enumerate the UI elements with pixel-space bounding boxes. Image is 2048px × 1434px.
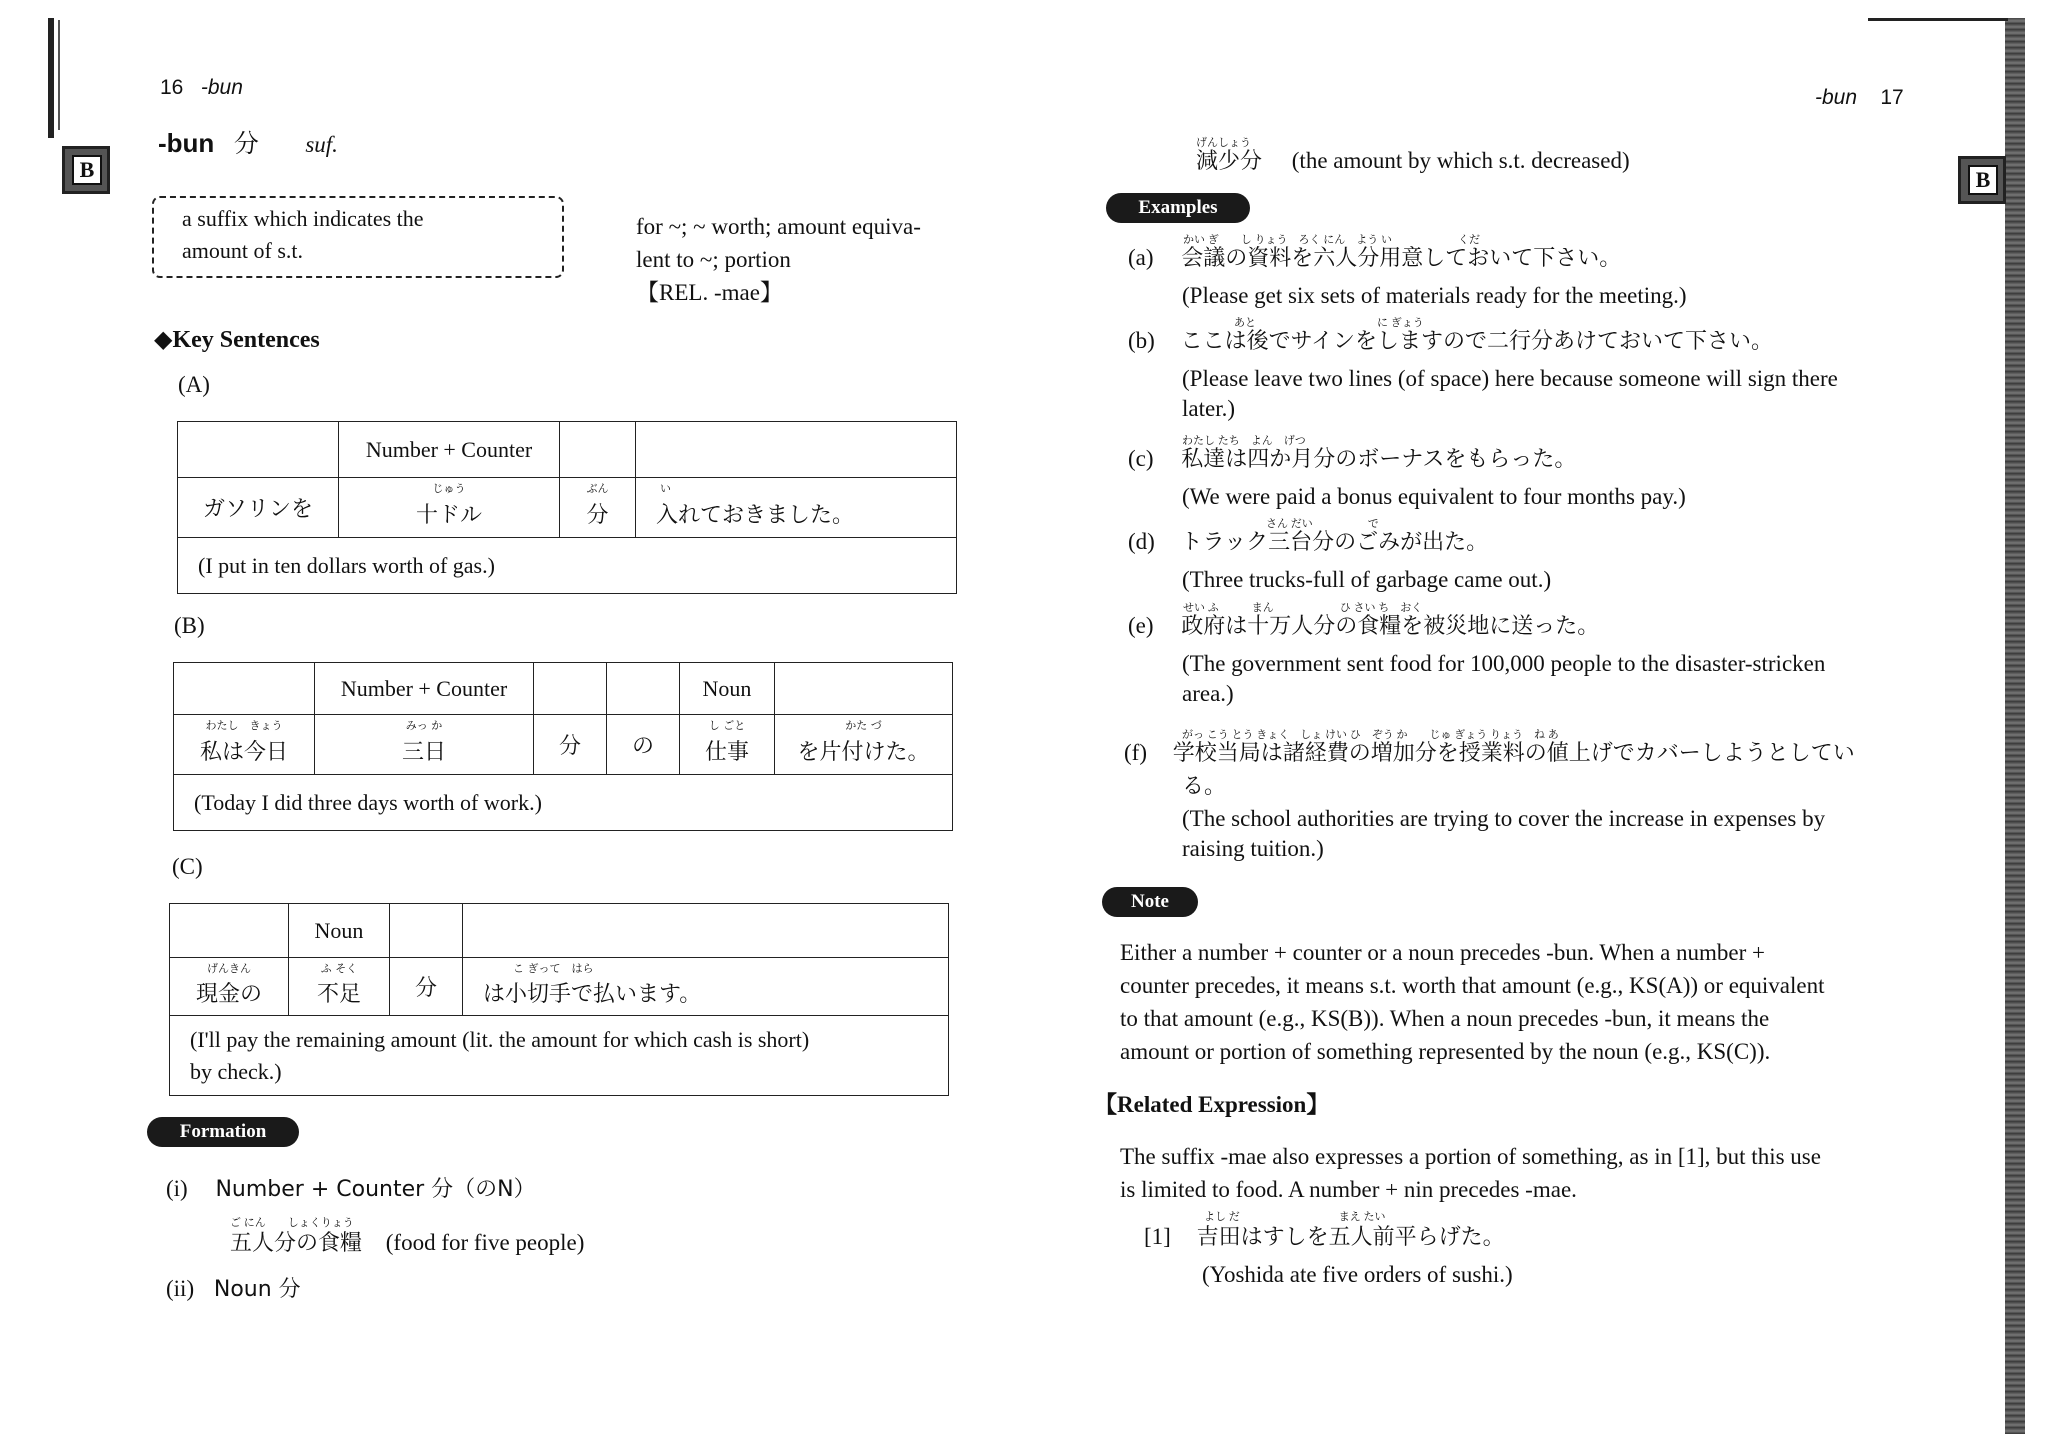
definition-box xyxy=(152,196,564,278)
ks-c-subject: 現金の xyxy=(195,982,262,1007)
ks-c-h0 xyxy=(170,904,289,958)
ks-b-c5 xyxy=(775,715,953,775)
right-running-header xyxy=(1815,86,1904,110)
formation-title: Formation xyxy=(147,1117,299,1147)
left-section-tab xyxy=(62,146,110,194)
note-line4: amount or portion of something represented by the noun (e.g., KS(C)). xyxy=(1120,1039,1771,1064)
related-example xyxy=(1144,1220,1505,1254)
top-example xyxy=(1196,144,1630,178)
entry-heading xyxy=(158,124,338,160)
ks-a-c3 xyxy=(636,478,957,538)
ks-c-table xyxy=(169,903,949,1096)
ks-c-furigana-subject: げんきん xyxy=(207,962,251,975)
left-page-edge-line xyxy=(58,20,60,130)
gloss-line2: lent to ~; portion xyxy=(636,247,791,272)
top-example-jp: 減少分 xyxy=(1196,149,1263,174)
formation-example-jp: 五人分の食糧 xyxy=(230,1231,363,1256)
ks-c-c3 xyxy=(463,958,949,1016)
related-line1: The suffix -mae also expresses a portion of something, as in [1], but this use xyxy=(1120,1144,1821,1169)
ks-a-verb: 入れておきました。 xyxy=(656,503,855,528)
ks-a-h3 xyxy=(636,422,957,478)
ks-b-furigana-noun: し ごと xyxy=(708,719,746,732)
formation-ii-text: Noun 分 xyxy=(213,1277,301,1302)
ks-c-h1: Noun xyxy=(289,904,390,958)
formation-example-furigana: ご にん しょくりょう xyxy=(230,1217,354,1229)
ks-b-h1: Number + Counter xyxy=(315,663,534,715)
example-d-label: (d) xyxy=(1128,529,1155,554)
ks-c-furigana-noun: ふ そく xyxy=(320,962,358,975)
formation-i xyxy=(166,1172,536,1206)
ks-b-furigana-number: みっ か xyxy=(405,719,443,732)
left-running-header xyxy=(160,76,243,100)
right-page-top-line xyxy=(1868,18,2008,21)
example-c-label: (c) xyxy=(1128,446,1154,471)
example-c-en: (We were paid a bonus equivalent to four months pay.) xyxy=(1182,484,1686,509)
example-b-furigana: あと に ぎょう xyxy=(1234,317,1424,329)
formation-ii xyxy=(166,1272,301,1306)
left-tab-letter: B xyxy=(72,155,102,185)
ks-a-h1: Number + Counter xyxy=(339,422,560,478)
right-section-tab xyxy=(1958,156,2006,204)
ks-c-c2: 分 xyxy=(390,958,463,1016)
ks-c-label: (C) xyxy=(172,854,203,879)
gloss-line1: for ~; ~ worth; amount equiva- xyxy=(636,214,921,239)
example-c-jp: 私達は四か月分のボーナスをもらった。 xyxy=(1181,447,1577,472)
ks-c-translation xyxy=(170,1016,949,1096)
ks-c-h2 xyxy=(390,904,463,958)
ks-b-c4 xyxy=(680,715,775,775)
ks-c-h3 xyxy=(463,904,949,958)
example-f-jp2: る。 xyxy=(1182,774,1227,799)
ks-b-number: 三日 xyxy=(401,740,446,765)
ks-b-h5 xyxy=(775,663,953,715)
ks-a-h0 xyxy=(178,422,339,478)
example-a-furigana: かい ぎ し りょう ろく にん よう い くだ xyxy=(1183,234,1480,246)
note-line3: to that amount (e.g., KS(B)). When a noun precedes -bun, it means the xyxy=(1120,1006,1770,1031)
ks-b-c2: 分 xyxy=(534,715,607,775)
ks-a-h2 xyxy=(560,422,636,478)
example-b xyxy=(1128,324,1773,358)
ks-a-bun: 分 xyxy=(586,503,609,528)
ks-b-c0 xyxy=(174,715,315,775)
left-page-number: 16 xyxy=(160,76,184,99)
ks-b-h4: Noun xyxy=(680,663,775,715)
related-example-en: (Yoshida ate five orders of sushi.) xyxy=(1202,1262,1513,1287)
ks-b-table xyxy=(173,662,953,831)
example-e-label: (e) xyxy=(1128,613,1154,638)
example-d-en: (Three trucks-full of garbage came out.) xyxy=(1182,567,1552,592)
right-tab-letter: B xyxy=(1968,165,1998,195)
ks-c-translation-line2: by check.) xyxy=(190,1058,282,1084)
note-body xyxy=(1120,936,1825,1068)
ks-b-h2 xyxy=(534,663,607,715)
example-f-en-line1: (The school authorities are trying to cover the increase in expenses by xyxy=(1182,806,1826,831)
example-f-furigana: がっ こう とう きょく しょ けい ひ ぞう か じゅ ぎょう りょう ね あ xyxy=(1182,729,1559,741)
ks-c-c0 xyxy=(170,958,289,1016)
note-line1: Either a number + counter or a noun precedes -bun. When a number + xyxy=(1120,940,1766,965)
formation-ii-num: (ii) xyxy=(166,1276,195,1301)
ks-a-furigana-bun: ぶん xyxy=(586,482,609,495)
example-e-en-line1: (The government sent food for 100,000 people to the disaster-stricken xyxy=(1182,651,1826,676)
example-e xyxy=(1128,609,1599,643)
ks-b-furigana-verb: かた づ xyxy=(845,719,882,732)
key-sentences-title: ◆Key Sentences xyxy=(154,327,320,353)
ks-a-table xyxy=(177,421,957,594)
example-d-jp: トラック三台分のごみが出た。 xyxy=(1180,530,1489,555)
related-body xyxy=(1120,1140,1821,1206)
example-c xyxy=(1128,442,1576,476)
entry-kanji: 分 xyxy=(233,129,259,158)
example-a xyxy=(1128,241,1621,275)
ks-b-c1 xyxy=(315,715,534,775)
example-f-en-line2: raising tuition.) xyxy=(1182,836,1324,861)
examples-title: Examples xyxy=(1106,193,1250,223)
definition-line2: amount of s.t. xyxy=(182,238,303,263)
example-e-furigana: せい ふ まん ひ さい ち おく xyxy=(1183,602,1423,614)
note-line2: counter precedes, it means s.t. worth that amount (e.g., KS(A)) or equivalent xyxy=(1120,973,1825,998)
ks-b-subject: 私は今日 xyxy=(199,740,288,765)
formation-example-en: (food for five people) xyxy=(385,1230,585,1255)
ks-b-translation: (Today I did three days worth of work.) xyxy=(174,775,953,831)
related-line2: is limited to food. A number + nin precedes -mae. xyxy=(1120,1177,1577,1202)
entry-headword: -bun xyxy=(158,128,215,158)
ks-a-c2 xyxy=(560,478,636,538)
related-example-label: [1] xyxy=(1144,1224,1171,1249)
ks-c-c1 xyxy=(289,958,390,1016)
left-page-edge xyxy=(48,18,54,138)
formation-i-text: Number + Counter 分（のN） xyxy=(215,1177,536,1202)
ks-c-translation-line1: (I'll pay the remaining amount (lit. the amount for which cash is short) xyxy=(190,1026,810,1052)
ks-a-number: 十ドル xyxy=(415,503,482,528)
note-title: Note xyxy=(1102,887,1198,917)
definition-line1: a suffix which indicates the xyxy=(182,206,424,231)
ks-b-h3 xyxy=(607,663,680,715)
example-a-jp: 会議の資料を六人分用意しておいて下さい。 xyxy=(1181,246,1622,271)
right-page-edge xyxy=(2005,18,2025,1434)
formation-i-num: (i) xyxy=(166,1176,188,1201)
ks-c-noun: 不足 xyxy=(316,982,361,1007)
example-f-jp: 学校当局は諸経費の増加分を授業料の値上げでカバーしようとしてい xyxy=(1172,741,1855,766)
ks-c-verb: は小切手で払います。 xyxy=(483,982,702,1007)
example-e-jp: 政府は十万人分の食糧を被災地に送った。 xyxy=(1181,614,1600,639)
ks-a-label: (A) xyxy=(178,372,210,397)
example-d-furigana: さん だい で xyxy=(1266,518,1379,530)
top-example-en: (the amount by which s.t. decreased) xyxy=(1291,148,1630,173)
related-example-furigana: よし だ まえ たい xyxy=(1204,1211,1386,1223)
top-example-furigana: げんしょう xyxy=(1196,137,1251,149)
example-d xyxy=(1128,525,1488,559)
example-f xyxy=(1124,736,1855,770)
ks-b-label: (B) xyxy=(174,613,205,638)
example-b-en-line2: later.) xyxy=(1182,396,1235,421)
ks-a-furigana-verb: い xyxy=(660,482,671,495)
example-c-furigana: わたし たち よん げつ xyxy=(1182,435,1306,447)
formation-example xyxy=(230,1226,584,1260)
ks-b-furigana-subject: わたし きょう xyxy=(205,719,283,732)
gloss-line3: 【REL. -mae】 xyxy=(636,280,783,305)
example-e-en-line2: area.) xyxy=(1182,681,1234,706)
right-running-head: -bun xyxy=(1815,86,1858,109)
example-b-en-line1: (Please leave two lines (of space) here because someone will sign there xyxy=(1182,366,1838,391)
ks-c-furigana-verb: こ ぎって はら xyxy=(513,962,594,975)
example-f-label: (f) xyxy=(1124,740,1147,765)
entry-pos: suf. xyxy=(305,132,338,157)
ks-a-c1 xyxy=(339,478,560,538)
gloss xyxy=(636,210,921,309)
related-example-jp: 吉田はすしを五人前平らげた。 xyxy=(1196,1225,1505,1250)
example-b-label: (b) xyxy=(1128,328,1155,353)
ks-b-verb: を片付けた。 xyxy=(797,740,930,765)
example-a-en: (Please get six sets of materials ready for the meeting.) xyxy=(1182,283,1687,308)
ks-b-c3: の xyxy=(607,715,680,775)
related-title: 【Related Expression】 xyxy=(1094,1092,1330,1117)
left-running-head: -bun xyxy=(200,76,243,99)
right-page-number: 17 xyxy=(1880,86,1904,109)
ks-b-h0 xyxy=(174,663,315,715)
example-b-jp: ここは後でサインをしますので二行分あけておいて下さい。 xyxy=(1180,329,1774,354)
ks-a-translation: (I put in ten dollars worth of gas.) xyxy=(178,538,957,594)
ks-b-noun: 仕事 xyxy=(704,740,749,765)
example-a-label: (a) xyxy=(1128,245,1154,270)
ks-a-c0: ガソリンを xyxy=(178,478,339,538)
ks-a-furigana-number: じゅう xyxy=(432,482,466,495)
